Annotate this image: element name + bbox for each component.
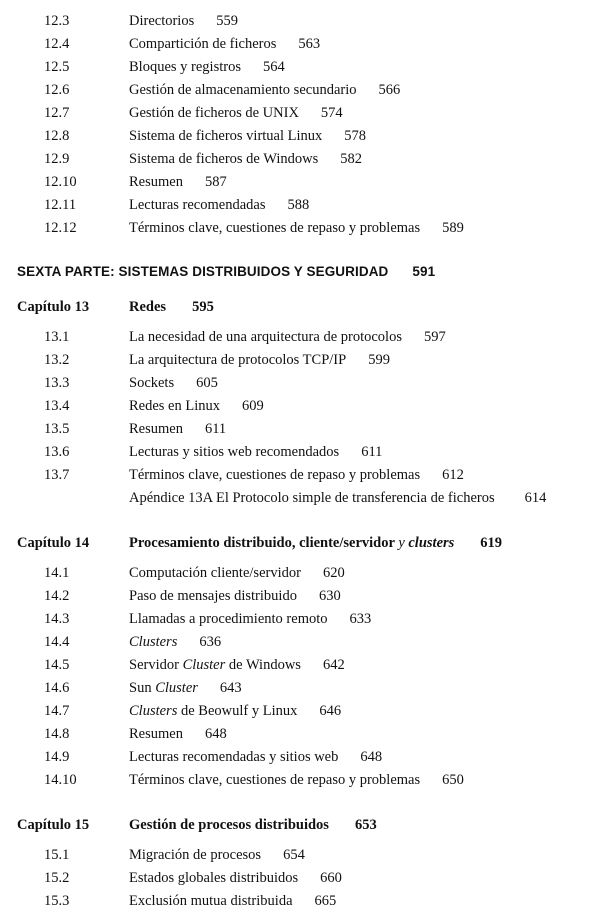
section-title-line: Sockets 605 <box>129 375 218 391</box>
section-number: 12.4 <box>44 36 70 52</box>
appendix-title: Apéndice 13A El Protocolo simple de transferencia de ficheros <box>129 490 495 506</box>
chapter-label: Capítulo 15 <box>17 817 90 833</box>
section-title-line: Lecturas recomendadas 588 <box>129 197 310 213</box>
section-number: 12.6 <box>44 82 70 98</box>
section-title-line: Lecturas y sitios web recomendados 611 <box>129 444 383 460</box>
section-number: 14.1 <box>44 565 70 581</box>
section-title-line: Redes en Linux 609 <box>129 398 264 414</box>
section-number: 14.9 <box>44 749 70 765</box>
page-number: 566 <box>378 82 401 98</box>
section-number: 13.5 <box>44 421 70 437</box>
page-number: 589 <box>442 220 464 236</box>
chapter-page-number: 595 <box>192 299 214 315</box>
page-number: 578 <box>344 128 367 144</box>
page-number: 611 <box>361 444 383 460</box>
chapter-page-number: 619 <box>480 535 503 551</box>
section-number: 12.12 <box>44 220 77 236</box>
section-title-line: Sistema de ficheros de Windows 582 <box>129 151 362 167</box>
page-number: 636 <box>199 634 222 650</box>
section-title-line: Migración de procesos 654 <box>129 847 305 863</box>
page-number: 614 <box>524 490 547 506</box>
page-number: 620 <box>322 565 345 581</box>
section-title-line: Lecturas recomendadas y sitios web 648 <box>129 749 383 765</box>
section-number: 12.8 <box>44 128 70 144</box>
page-number: 559 <box>216 13 238 29</box>
section-number: 14.6 <box>44 680 70 696</box>
section-title-line: Resumen 611 <box>129 421 227 437</box>
page-number: 650 <box>442 772 464 788</box>
section-number: 12.7 <box>44 105 70 121</box>
page-number: 563 <box>298 36 321 52</box>
section-title-line: Paso de mensajes distribuido 630 <box>129 588 341 604</box>
section-number: 13.6 <box>44 444 70 460</box>
section-number: 12.11 <box>44 197 77 213</box>
section-title-line: Resumen 648 <box>129 726 227 742</box>
section-number: 15.3 <box>44 893 70 909</box>
section-number: 13.1 <box>44 329 70 345</box>
chapter-label: Capítulo 14 <box>17 535 90 551</box>
page-number: 587 <box>204 174 227 190</box>
section-number: 14.2 <box>44 588 70 604</box>
section-title-line: Computación cliente/servidor 620 <box>129 565 345 581</box>
page-number: 605 <box>196 375 218 391</box>
section-number: 13.4 <box>44 398 70 414</box>
section-number: 15.2 <box>44 870 70 886</box>
section-title-line: Gestión de almacenamiento secundario 566 <box>129 82 401 98</box>
chapter-title-line: Procesamiento distribuido, cliente/servidor y clusters 619 <box>129 535 503 551</box>
part-heading <box>17 262 435 282</box>
part-title: SEXTA PARTE: SISTEMAS DISTRIBUIDOS Y SEGURIDAD <box>17 264 389 279</box>
page-number: 574 <box>320 105 343 121</box>
page-number: 633 <box>349 611 372 627</box>
page-number: 665 <box>314 893 337 909</box>
section-number: 12.3 <box>44 13 70 29</box>
chapter-title-line: Redes 595 <box>129 299 214 315</box>
chapter-title-line: Gestión de procesos distribuidos 653 <box>129 817 377 833</box>
page-number: 643 <box>219 680 242 696</box>
section-number: 12.9 <box>44 151 70 167</box>
section-number: 13.7 <box>44 467 70 483</box>
page-number: 609 <box>242 398 264 414</box>
page-number: 597 <box>423 329 446 345</box>
page-number: 642 <box>322 657 345 673</box>
appendix-entry <box>129 488 546 508</box>
section-title-line: Estados globales distribuidos 660 <box>129 870 342 886</box>
section-title-line: Directorios 559 <box>129 13 238 29</box>
page-number: 564 <box>262 59 285 75</box>
section-number: 14.8 <box>44 726 70 742</box>
section-number: 14.10 <box>44 772 77 788</box>
section-title-line: La arquitectura de protocolos TCP/IP 599 <box>129 352 390 368</box>
section-title-line: Términos clave, cuestiones de repaso y problemas 650 <box>129 772 464 788</box>
section-number: 12.5 <box>44 59 70 75</box>
section-title-line: Resumen 587 <box>129 174 227 190</box>
page-number: 588 <box>287 197 310 213</box>
page-number: 648 <box>360 749 383 765</box>
section-title-line: Sistema de ficheros virtual Linux 578 <box>129 128 367 144</box>
section-title-line: Exclusión mutua distribuida 665 <box>129 893 337 909</box>
section-title-line: Términos clave, cuestiones de repaso y problemas 589 <box>129 220 464 236</box>
section-number: 13.2 <box>44 352 70 368</box>
section-title-line: Servidor Cluster de Windows 642 <box>129 657 345 673</box>
page-number: 611 <box>204 421 227 437</box>
section-title-line: Clusters de Beowulf y Linux 646 <box>129 703 342 719</box>
section-number: 15.1 <box>44 847 70 863</box>
section-number: 14.7 <box>44 703 70 719</box>
section-title-line: Sun Cluster 643 <box>129 680 242 696</box>
section-number: 14.5 <box>44 657 70 673</box>
chapter-page-number: 653 <box>354 817 377 833</box>
section-title-line: Términos clave, cuestiones de repaso y problemas 612 <box>129 467 464 483</box>
page-number: 654 <box>283 847 305 863</box>
page-number: 612 <box>442 467 464 483</box>
section-title-line: Gestión de ficheros de UNIX 574 <box>129 105 343 121</box>
section-title-line: Compartición de ficheros 563 <box>129 36 321 52</box>
section-title-line: Bloques y registros 564 <box>129 59 285 75</box>
page-number: 646 <box>319 703 342 719</box>
page-number: 660 <box>320 870 342 886</box>
section-number: 12.10 <box>44 174 77 190</box>
section-number: 13.3 <box>44 375 70 391</box>
section-number: 14.4 <box>44 634 70 650</box>
section-title-line: Clusters 636 <box>129 634 222 650</box>
section-number: 14.3 <box>44 611 70 627</box>
part-page-number: 591 <box>412 264 436 279</box>
chapter-label: Capítulo 13 <box>17 299 90 315</box>
section-title-line: La necesidad de una arquitectura de protocolos 597 <box>129 329 446 345</box>
page-number: 648 <box>204 726 227 742</box>
section-title-line: Llamadas a procedimiento remoto 633 <box>129 611 372 627</box>
page-number: 599 <box>368 352 390 368</box>
page-number: 630 <box>318 588 341 604</box>
page-number: 582 <box>340 151 362 167</box>
